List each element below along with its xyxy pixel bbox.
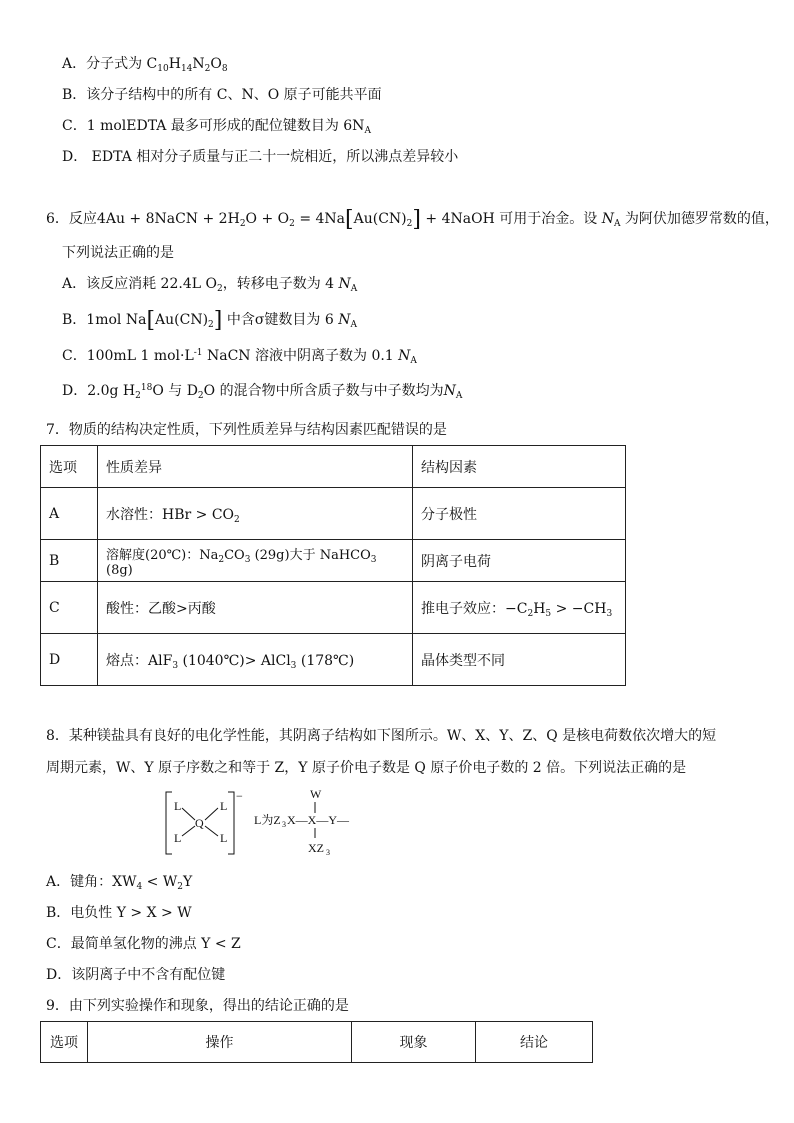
q8-option-b: B．电负性 Y > X > W [46, 905, 192, 921]
table-cell: 熔点：AlF$_3$ (1040℃)> AlCl$_3$ (178℃) [98, 634, 413, 686]
table-row: D 熔点：AlF$_3$ (1040℃)> AlCl$_3$ (178℃) 晶体类型不同 [41, 634, 626, 686]
svg-text:L: L [174, 799, 182, 813]
q7-table [40, 445, 626, 686]
table-row: C 酸性：乙酸>丙酸 推电子效应：$-C_2H_5 > -CH_3$ [41, 582, 626, 634]
q9-header-conclusion: 结论 [476, 1022, 593, 1063]
q8-stem-line1: 8．某种镁盐具有良好的电化学性能，其阴离子结构如下图所示。W、X、Y、Z、Q 是核电荷数依次增大的短 [46, 728, 717, 744]
q8-option-c: C．最简单氢化物的沸点 Y < Z [46, 936, 241, 952]
table-cell: 水溶性：HBr > $CO_2$ [98, 488, 413, 540]
q5-option-b: B．该分子结构中的所有 C、N、O 原子可能共平面 [62, 87, 382, 103]
svg-text:L: L [220, 831, 228, 845]
anion-structure-diagram [160, 786, 380, 862]
q6-option-d: D．2.0g $H_2^{18}O$ 与 $D_2O$ 的混合物中所含质子数与中子数均为$N_A$ [62, 383, 463, 401]
table-cell: 溶解度(20℃)：$Na_2CO_3$ (29g)大于 NaHCO$_3$ (8g) [98, 540, 413, 582]
q7-header-option: 选项 [41, 446, 98, 488]
table-row: A 水溶性：HBr > $CO_2$ 分子极性 [41, 488, 626, 540]
svg-text:3: 3 [326, 848, 330, 857]
q5-option-c: C．1 molEDTA 最多可形成的配位键数目为 $6N_A$ [62, 118, 371, 136]
q6-option-c: C．100mL 1 $mol\cdot L^{-1}$ NaCN 溶液中阴离子数为 0.1 $N_A$ [62, 348, 417, 366]
q9-stem: 9．由下列实验操作和现象，得出的结论正确的是 [46, 998, 349, 1014]
q5-option-a: A．分子式为 $C_{10}H_{14}N_2O_8$ [62, 56, 228, 74]
q9-header-phenomenon: 现象 [352, 1022, 476, 1063]
svg-text:L: L [174, 831, 182, 845]
q7-header-factor: 结构因素 [413, 446, 626, 488]
q6-stem: 6．反应4Au + 8NaCN + $2H_2O + O_2 = 4Na[Au(CN)_2]$ + 4NaOH 可用于冶金。设 $N_A$ 为阿伏加德罗常数的值， [46, 207, 779, 232]
svg-text:L为Z: L为Z [254, 813, 281, 827]
q6-option-b: B．1mol $Na[Au(CN)_2]$ 中含σ键数目为 6 $N_A$ [62, 308, 357, 333]
q9-table [40, 1021, 593, 1063]
q9-header-option: 选项 [41, 1022, 88, 1063]
q5-option-d: D． EDTA 相对分子质量与正二十一烷相近，所以沸点差异较小 [62, 149, 459, 165]
svg-text:X—X—Y—: X—X—Y— [287, 813, 349, 827]
q8-option-a: A．键角：$XW_4 < W_2Y$ [46, 874, 193, 892]
svg-text:−: − [236, 789, 243, 803]
q7-stem: 7．物质的结构决定性质，下列性质差异与结构因素匹配错误的是 [46, 422, 447, 438]
svg-text:XZ: XZ [308, 841, 324, 855]
table-row: B 溶解度(20℃)：$Na_2CO_3$ (29g)大于 NaHCO$_3$ (8g) 阴离子电荷 [41, 540, 626, 582]
q6-stem-line2: 下列说法正确的是 [62, 245, 174, 261]
svg-text:Q: Q [195, 816, 204, 830]
q8-option-d: D．该阴离子中不含有配位键 [46, 967, 226, 983]
svg-text:3: 3 [282, 820, 286, 829]
svg-text:W: W [310, 787, 322, 801]
q8-stem-line2: 周期元素，W、Y 原子序数之和等于 Z，Y 原子价电子数是 Q 原子价电子数的 2 倍。下列说法正确的是 [46, 760, 687, 776]
q7-header-property: 性质差异 [98, 446, 413, 488]
table-cell: 推电子效应：$-C_2H_5 > -CH_3$ [413, 582, 626, 634]
q9-header-operation: 操作 [88, 1022, 352, 1063]
svg-text:L: L [220, 799, 228, 813]
q6-option-a: A．该反应消耗 22.4L $O_2$，转移电子数为 4 $N_A$ [62, 276, 358, 294]
